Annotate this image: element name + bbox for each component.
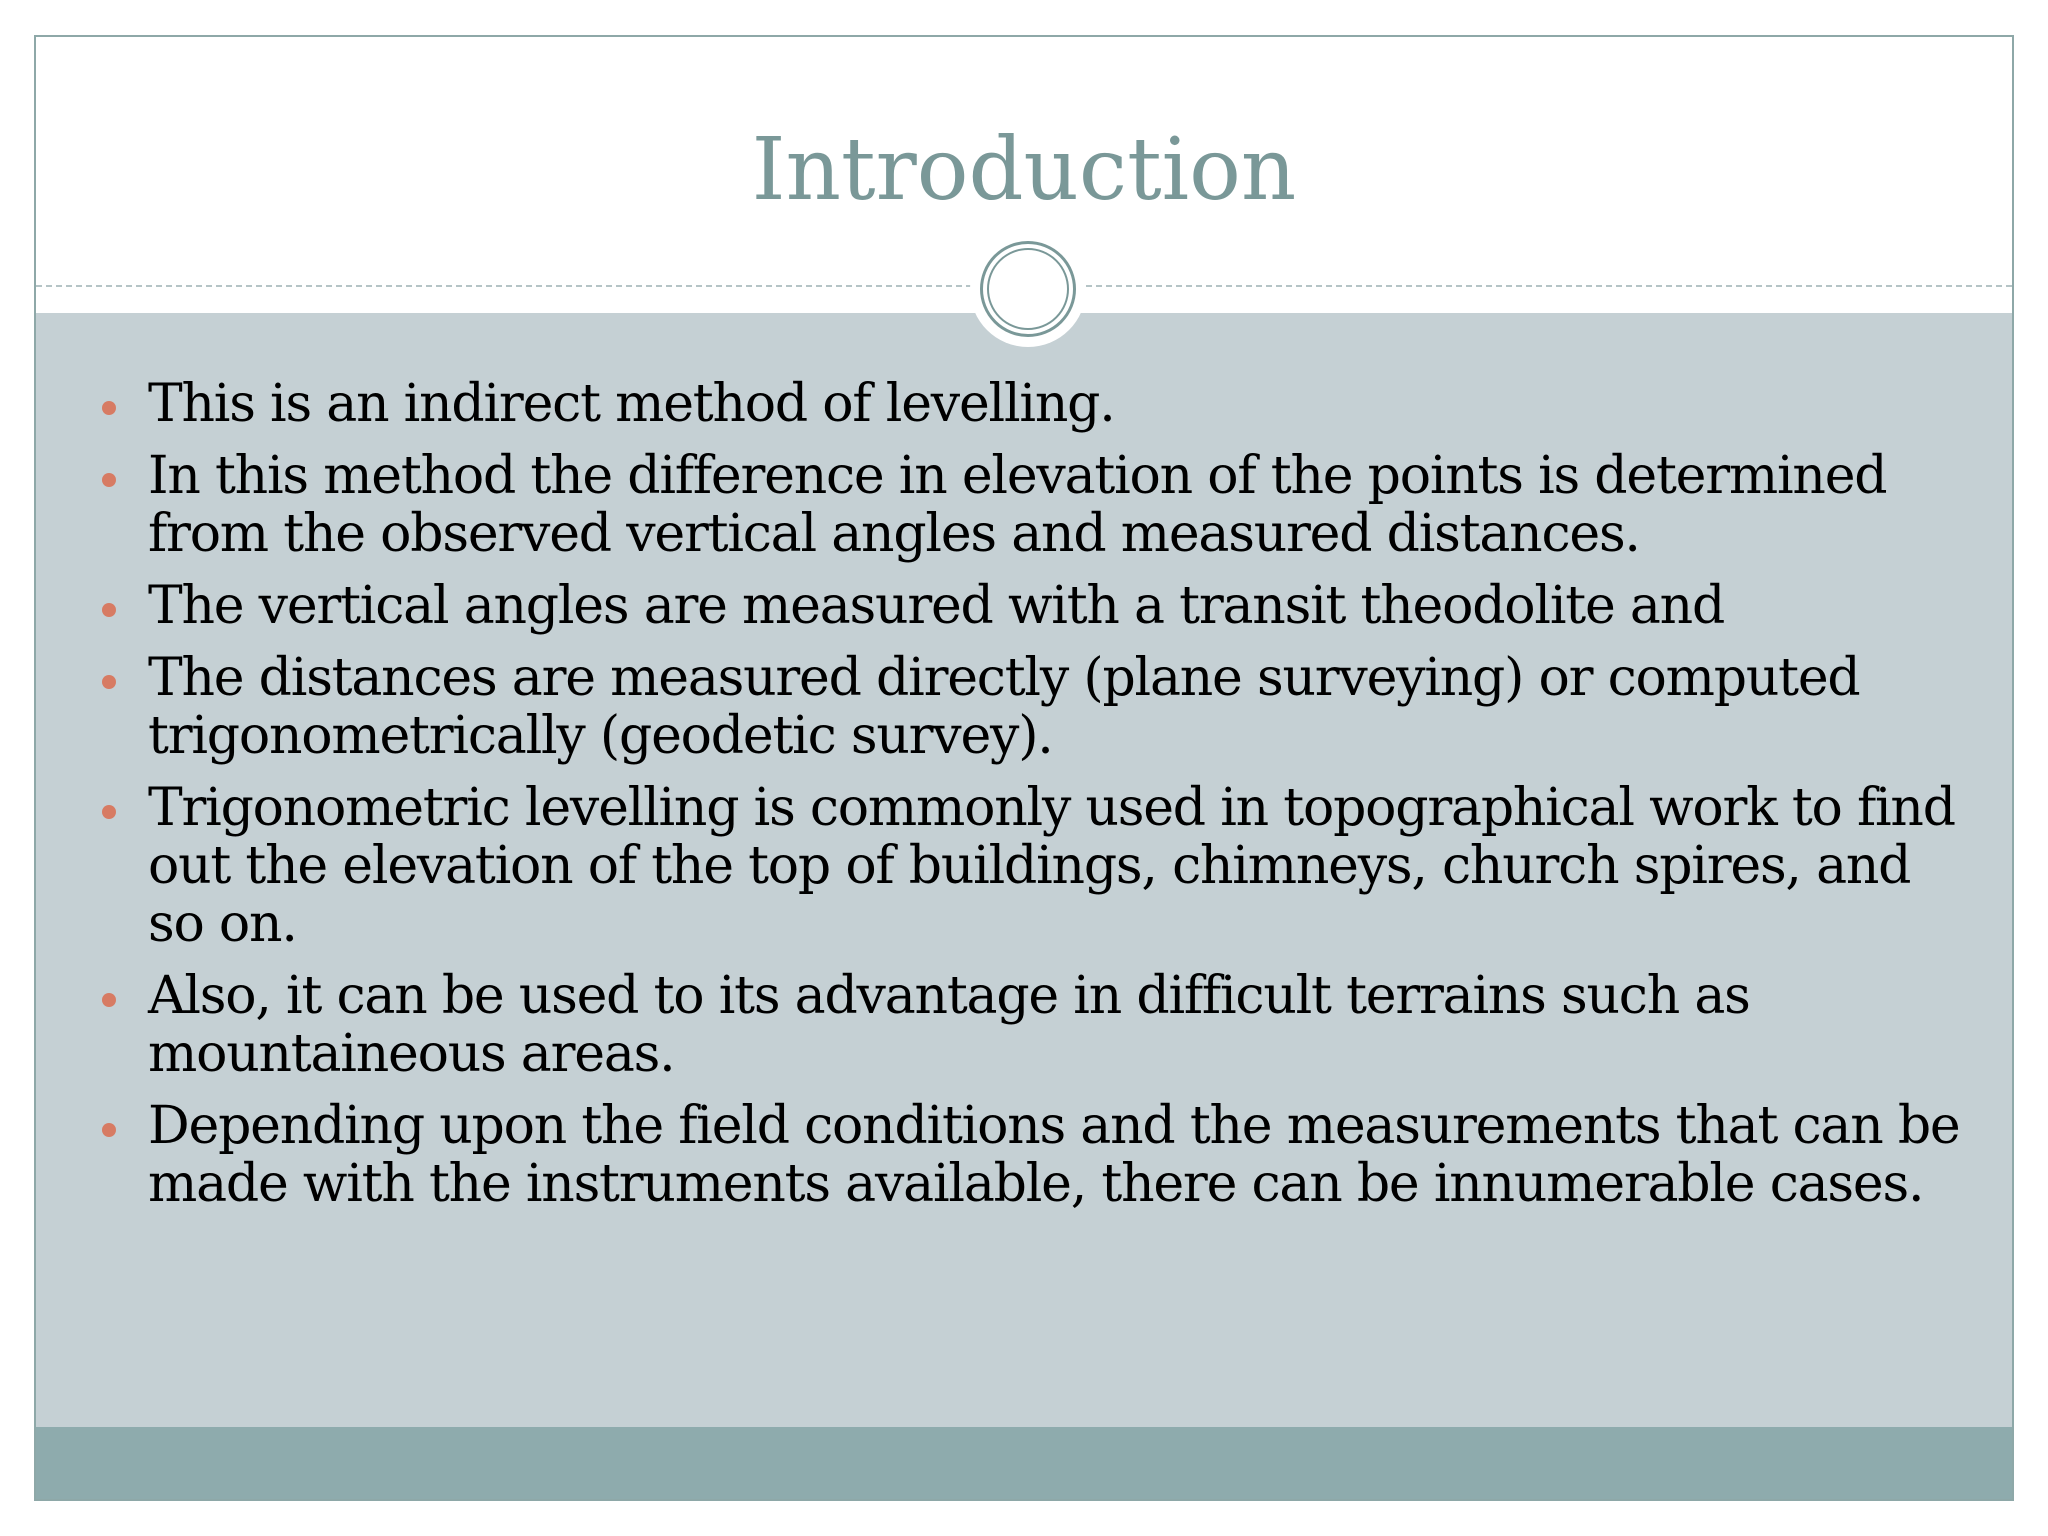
ornament-outer-ring [980, 241, 1076, 337]
bullet-text: The vertical angles are measured with a transit theodolite and [148, 576, 1725, 636]
bullet-item [148, 1097, 1978, 1213]
circle-ornament-icon [970, 231, 1086, 347]
bullet-list [148, 375, 1978, 1227]
bullet-dot-icon [102, 675, 116, 689]
bullet-item [148, 967, 1978, 1083]
bullet-text: This is an indirect method of levelling. [148, 374, 1115, 434]
bullet-item [148, 577, 1978, 635]
bullet-text: Also, it can be used to its advantage in difficult terrains such as mountaineous areas. [148, 966, 1750, 1084]
bullet-text: In this method the difference in elevation of the points is determined from the observed vertical angles and measured distances. [148, 446, 1887, 564]
bullet-dot-icon [102, 401, 116, 415]
bullet-item [148, 375, 1978, 433]
bullet-dot-icon [102, 473, 116, 487]
bullet-dot-icon [102, 993, 116, 1007]
bullet-dot-icon [102, 1123, 116, 1137]
bullet-text: Depending upon the field conditions and the measurements that can be made with the instruments available, there can be innumerable cases. [148, 1096, 1960, 1214]
slide [34, 35, 2014, 1501]
ornament-inner-ring [987, 248, 1069, 330]
bullet-text: Trigonometric levelling is commonly used in topographical work to find out the elevation of the top of buildings, chimneys, church spires, and so on. [148, 778, 1955, 954]
bullet-item [148, 779, 1978, 953]
bullet-dot-icon [102, 603, 116, 617]
bullet-text: The distances are measured directly (plane surveying) or computed trigonometrically (geodetic survey). [148, 648, 1860, 766]
bullet-dot-icon [102, 805, 116, 819]
footer-band [36, 1427, 2012, 1499]
slide-title: Introduction [751, 120, 1297, 220]
bullet-item [148, 447, 1978, 563]
bullet-item [148, 649, 1978, 765]
